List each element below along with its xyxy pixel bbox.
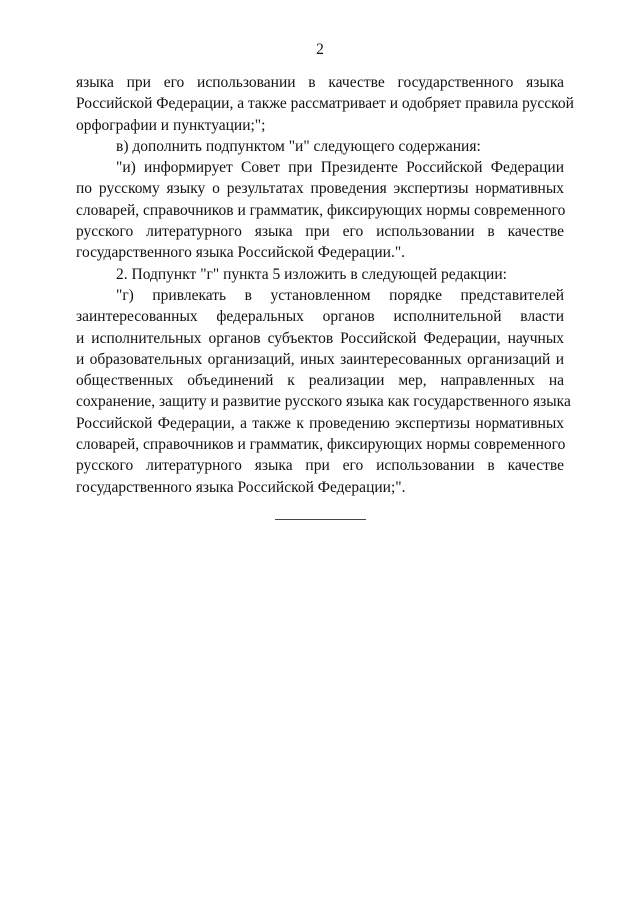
text-line: общественных объединений к реализации мер, направленных на <box>76 372 564 390</box>
text-line: русского литературного языка при его использовании в качестве <box>76 223 564 241</box>
text-line: сохранение, защиту и развитие русского языка как государственного языка <box>76 393 571 411</box>
page-number: 2 <box>316 41 324 58</box>
paragraph-item-2 <box>76 264 564 285</box>
paragraph-subitem-i <box>76 157 564 263</box>
text-line: заинтересованных федеральных органов исполнительной власти <box>76 308 564 326</box>
paragraph-subitem-v <box>76 136 564 157</box>
text-line: государственного языка Российской Федерации.". <box>76 244 406 262</box>
text-line: орфографии и пунктуации;"; <box>76 116 266 134</box>
paragraph-subitem-g <box>76 285 571 498</box>
text-line: Российской Федерации, а также к проведению экспертизы нормативных <box>76 414 564 432</box>
text-line: по русскому языку о результатах проведения экспертизы нормативных <box>76 180 564 198</box>
text-line: 2. Подпункт "г" пункта 5 изложить в следующей редакции: <box>116 265 507 283</box>
text-line: словарей, справочников и грамматик, фиксирующих нормы современного <box>76 436 566 454</box>
text-line: Российской Федерации, а также рассматривает и одобряет правила русской <box>76 95 574 113</box>
text-line: русского литературного языка при его использовании в качестве <box>76 457 564 475</box>
text-line: и исполнительных органов субъектов Российской Федерации, научных <box>76 329 564 347</box>
text-line: словарей, справочников и грамматик, фиксирующих нормы современного <box>76 201 566 219</box>
text-line: и образовательных организаций, иных заинтересованных организаций и <box>76 350 564 368</box>
text-line: языка при его использовании в качестве государственного языка <box>76 74 564 91</box>
text-line: государственного языка Российской Федерации;". <box>76 478 406 496</box>
text-line: "и) информирует Совет при Президенте Российской Федерации <box>116 159 564 177</box>
paragraph-continuation <box>76 72 574 136</box>
document-body <box>76 72 574 498</box>
end-separator-line <box>275 519 366 520</box>
text-line: "г) привлекать в установленном порядке представителей <box>116 286 564 304</box>
text-line: в) дополнить подпунктом "и" следующего содержания: <box>116 137 481 155</box>
